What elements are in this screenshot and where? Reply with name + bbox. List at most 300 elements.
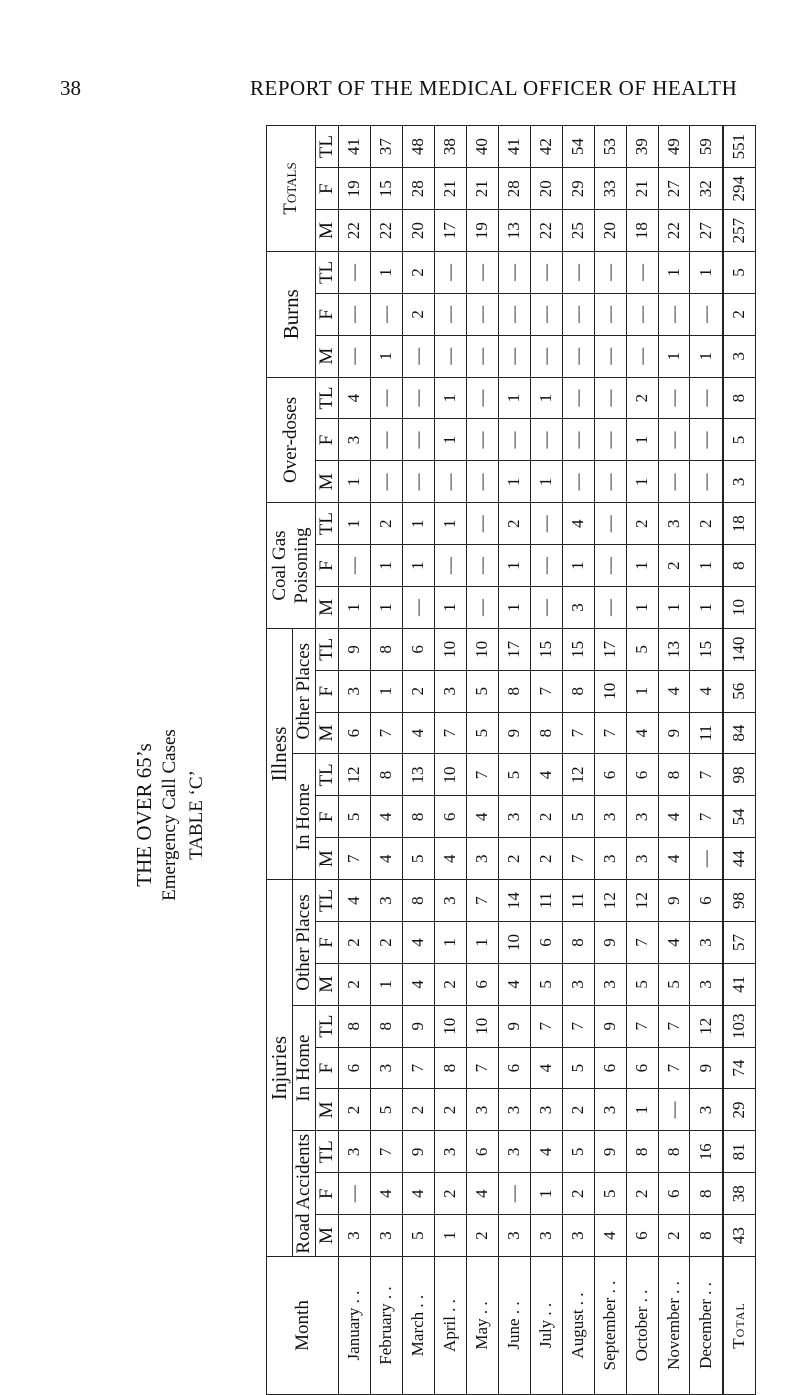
overdoses-header: Over-doses <box>267 377 316 503</box>
value-cell: 40 <box>466 126 498 168</box>
value-cell: 7 <box>626 922 658 964</box>
coal-gas-header: Coal Gas Poisoning <box>267 503 316 629</box>
value-cell: 3 <box>690 922 723 964</box>
value-cell: 3 <box>498 1215 530 1257</box>
rotated-table-region <box>130 110 760 1395</box>
value-cell: — <box>498 1173 530 1215</box>
table-title-block <box>130 110 270 1395</box>
total-cell: 3 <box>723 461 756 503</box>
month-cell: March . . <box>402 1257 434 1395</box>
total-cell: 294 <box>723 168 756 210</box>
value-cell: — <box>594 377 626 419</box>
value-cell: 20 <box>594 210 626 252</box>
value-cell: 3 <box>498 1089 530 1131</box>
table-row <box>402 126 434 1395</box>
value-cell: 12 <box>690 1005 723 1047</box>
value-cell: 9 <box>498 1005 530 1047</box>
value-cell: 21 <box>466 168 498 210</box>
value-cell: 1 <box>434 419 466 461</box>
total-cell: 551 <box>723 126 756 168</box>
value-cell: 2 <box>562 1089 594 1131</box>
value-cell: 5 <box>466 712 498 754</box>
subheader-tl: TL <box>316 377 339 419</box>
value-cell: 6 <box>626 1047 658 1089</box>
table-row <box>370 126 402 1395</box>
value-cell: 19 <box>339 168 371 210</box>
injuries-other-places-header: Other Places <box>293 880 316 1006</box>
value-cell: 22 <box>370 210 402 252</box>
value-cell: — <box>530 335 562 377</box>
value-cell: 11 <box>562 880 594 922</box>
value-cell: 1 <box>498 545 530 587</box>
value-cell: 1 <box>562 545 594 587</box>
illness-in-home-header: In Home <box>293 754 316 880</box>
value-cell: 2 <box>466 1215 498 1257</box>
subheader-m: M <box>316 587 339 629</box>
value-cell: 7 <box>370 712 402 754</box>
value-cell: 15 <box>562 628 594 670</box>
total-cell: 74 <box>723 1047 756 1089</box>
value-cell: 2 <box>402 1089 434 1131</box>
value-cell: — <box>370 419 402 461</box>
value-cell: 1 <box>370 545 402 587</box>
value-cell: 9 <box>594 922 626 964</box>
total-cell: 3 <box>723 335 756 377</box>
value-cell: 5 <box>562 796 594 838</box>
value-cell: 1 <box>626 545 658 587</box>
value-cell: 2 <box>339 963 371 1005</box>
value-cell: — <box>530 293 562 335</box>
total-cell: 57 <box>723 922 756 964</box>
value-cell: 48 <box>402 126 434 168</box>
value-cell: 29 <box>562 168 594 210</box>
value-cell: 7 <box>658 1005 690 1047</box>
value-cell: 2 <box>498 838 530 880</box>
value-cell: 8 <box>690 1173 723 1215</box>
total-cell: 43 <box>723 1215 756 1257</box>
value-cell: — <box>562 252 594 294</box>
value-cell: 4 <box>530 754 562 796</box>
subheader-f: F <box>316 168 339 210</box>
value-cell: 2 <box>562 1173 594 1215</box>
value-cell: 3 <box>339 1131 371 1173</box>
value-cell: 10 <box>466 1005 498 1047</box>
value-cell: 10 <box>466 628 498 670</box>
value-cell: — <box>530 503 562 545</box>
month-cell: September . . <box>594 1257 626 1395</box>
value-cell: 3 <box>594 838 626 880</box>
month-cell: January . . <box>339 1257 371 1395</box>
value-cell: 18 <box>626 210 658 252</box>
value-cell: — <box>658 377 690 419</box>
value-cell: 39 <box>626 126 658 168</box>
total-cell: 98 <box>723 754 756 796</box>
value-cell: 4 <box>339 880 371 922</box>
value-cell: 1 <box>370 252 402 294</box>
value-cell: 15 <box>690 628 723 670</box>
value-cell: 5 <box>530 963 562 1005</box>
value-cell: 1 <box>658 587 690 629</box>
value-cell: 2 <box>434 1173 466 1215</box>
value-cell: 3 <box>626 838 658 880</box>
value-cell: 14 <box>498 880 530 922</box>
month-cell: August . . <box>562 1257 594 1395</box>
value-cell: 4 <box>658 670 690 712</box>
table-row <box>562 126 594 1395</box>
value-cell: 1 <box>339 587 371 629</box>
value-cell: — <box>466 587 498 629</box>
subheader-f: F <box>316 1173 339 1215</box>
table-body <box>339 126 756 1395</box>
value-cell: — <box>434 252 466 294</box>
value-cell: 7 <box>594 712 626 754</box>
value-cell: 3 <box>562 1215 594 1257</box>
total-cell: 5 <box>723 419 756 461</box>
total-cell: 84 <box>723 712 756 754</box>
value-cell: — <box>594 419 626 461</box>
value-cell: 2 <box>434 963 466 1005</box>
value-cell: — <box>402 587 434 629</box>
value-cell: — <box>434 335 466 377</box>
total-cell: 2 <box>723 293 756 335</box>
value-cell: — <box>466 419 498 461</box>
table-row <box>690 126 723 1395</box>
value-cell: — <box>370 461 402 503</box>
table-row <box>658 126 690 1395</box>
table-row <box>594 126 626 1395</box>
value-cell: 3 <box>339 419 371 461</box>
value-cell: — <box>594 293 626 335</box>
value-cell: — <box>658 419 690 461</box>
total-cell: 29 <box>723 1089 756 1131</box>
value-cell: 8 <box>626 1131 658 1173</box>
value-cell: 9 <box>594 1005 626 1047</box>
value-cell: 1 <box>434 922 466 964</box>
value-cell: 4 <box>466 796 498 838</box>
value-cell: 4 <box>562 503 594 545</box>
value-cell: — <box>594 335 626 377</box>
value-cell: — <box>690 419 723 461</box>
total-cell: 103 <box>723 1005 756 1047</box>
value-cell: 22 <box>530 210 562 252</box>
value-cell: 1 <box>626 1089 658 1131</box>
value-cell: 6 <box>402 628 434 670</box>
value-cell: 5 <box>498 754 530 796</box>
value-cell: 1 <box>690 587 723 629</box>
total-cell: 18 <box>723 503 756 545</box>
value-cell: 6 <box>466 963 498 1005</box>
value-cell: 8 <box>562 922 594 964</box>
value-cell: 22 <box>339 210 371 252</box>
value-cell: 2 <box>626 503 658 545</box>
value-cell: — <box>498 419 530 461</box>
subheader-f: F <box>316 419 339 461</box>
value-cell: — <box>466 335 498 377</box>
value-cell: 8 <box>339 1005 371 1047</box>
subheader-tl: TL <box>316 1005 339 1047</box>
value-cell: — <box>466 503 498 545</box>
total-cell: 98 <box>723 880 756 922</box>
value-cell: 17 <box>434 210 466 252</box>
value-cell: 3 <box>594 796 626 838</box>
value-cell: 5 <box>370 1089 402 1131</box>
value-cell: 3 <box>690 963 723 1005</box>
value-cell: 11 <box>690 712 723 754</box>
value-cell: — <box>370 377 402 419</box>
total-cell: 38 <box>723 1173 756 1215</box>
value-cell: 7 <box>658 1047 690 1089</box>
subheader-m: M <box>316 1215 339 1257</box>
value-cell: 5 <box>626 963 658 1005</box>
value-cell: 2 <box>626 1173 658 1215</box>
table-row <box>498 126 530 1395</box>
value-cell: 7 <box>466 1047 498 1089</box>
road-accidents-header: Road Accidents <box>293 1131 316 1257</box>
value-cell: 54 <box>562 126 594 168</box>
total-row <box>723 126 756 1395</box>
value-cell: 10 <box>434 754 466 796</box>
total-cell: 257 <box>723 210 756 252</box>
value-cell: — <box>434 461 466 503</box>
total-cell: 56 <box>723 670 756 712</box>
injuries-header: Injuries <box>267 880 293 1257</box>
value-cell: 3 <box>434 1131 466 1173</box>
value-cell: 3 <box>562 963 594 1005</box>
value-cell: 4 <box>466 1173 498 1215</box>
value-cell: 17 <box>498 628 530 670</box>
month-cell: November . . <box>658 1257 690 1395</box>
value-cell: 16 <box>690 1131 723 1173</box>
value-cell: 6 <box>530 922 562 964</box>
value-cell: — <box>339 335 371 377</box>
value-cell: — <box>402 461 434 503</box>
table-label: TABLE ‘C’ <box>186 770 207 860</box>
value-cell: — <box>690 461 723 503</box>
value-cell: 12 <box>339 754 371 796</box>
value-cell: 1 <box>402 503 434 545</box>
value-cell: 8 <box>370 628 402 670</box>
value-cell: — <box>498 335 530 377</box>
value-cell: 7 <box>402 1047 434 1089</box>
value-cell: 1 <box>690 545 723 587</box>
value-cell: 1 <box>402 545 434 587</box>
value-cell: 2 <box>402 670 434 712</box>
value-cell: 7 <box>530 1005 562 1047</box>
value-cell: 38 <box>434 126 466 168</box>
table-title: THE OVER 65’s <box>132 743 156 887</box>
value-cell: 1 <box>370 587 402 629</box>
month-cell: October . . <box>626 1257 658 1395</box>
value-cell: 3 <box>690 1089 723 1131</box>
injuries-in-home-header: In Home <box>293 1005 316 1131</box>
value-cell: 9 <box>594 1131 626 1173</box>
value-cell: 1 <box>658 252 690 294</box>
value-cell: 4 <box>626 712 658 754</box>
value-cell: 27 <box>658 168 690 210</box>
value-cell: 2 <box>370 503 402 545</box>
value-cell: 3 <box>339 670 371 712</box>
value-cell: — <box>466 461 498 503</box>
value-cell: 8 <box>402 796 434 838</box>
page-header <box>0 0 800 110</box>
value-cell: 1 <box>498 461 530 503</box>
value-cell: 8 <box>530 712 562 754</box>
value-cell: 1 <box>530 377 562 419</box>
value-cell: — <box>339 545 371 587</box>
value-cell: 8 <box>370 754 402 796</box>
value-cell: 4 <box>402 1173 434 1215</box>
value-cell: 4 <box>339 377 371 419</box>
value-cell: 1 <box>370 670 402 712</box>
value-cell: — <box>466 377 498 419</box>
value-cell: 8 <box>370 1005 402 1047</box>
total-cell: 8 <box>723 545 756 587</box>
value-cell: 5 <box>402 838 434 880</box>
value-cell: — <box>339 1173 371 1215</box>
value-cell: 1 <box>626 670 658 712</box>
value-cell: — <box>498 252 530 294</box>
total-cell: 44 <box>723 838 756 880</box>
value-cell: 4 <box>402 712 434 754</box>
value-cell: 2 <box>402 293 434 335</box>
value-cell: 7 <box>530 670 562 712</box>
value-cell: 9 <box>339 628 371 670</box>
value-cell: — <box>339 293 371 335</box>
value-cell: 2 <box>626 377 658 419</box>
value-cell: 25 <box>562 210 594 252</box>
value-cell: 3 <box>530 1215 562 1257</box>
subheader-f: F <box>316 922 339 964</box>
value-cell: 7 <box>626 1005 658 1047</box>
value-cell: 8 <box>562 670 594 712</box>
value-cell: 21 <box>626 168 658 210</box>
value-cell: — <box>530 545 562 587</box>
value-cell: 1 <box>690 335 723 377</box>
value-cell: 3 <box>498 1131 530 1173</box>
value-cell: 10 <box>498 922 530 964</box>
value-cell: — <box>658 1089 690 1131</box>
value-cell: — <box>402 377 434 419</box>
value-cell: 3 <box>434 670 466 712</box>
value-cell: — <box>594 503 626 545</box>
value-cell: 13 <box>402 754 434 796</box>
value-cell: 12 <box>562 754 594 796</box>
value-cell: 6 <box>626 1215 658 1257</box>
value-cell: 15 <box>530 628 562 670</box>
subheader-m: M <box>316 210 339 252</box>
value-cell: 6 <box>434 796 466 838</box>
value-cell: — <box>594 461 626 503</box>
value-cell: 2 <box>658 545 690 587</box>
value-cell: 3 <box>370 1047 402 1089</box>
value-cell: 4 <box>370 1173 402 1215</box>
totals-header: Totals <box>267 126 316 252</box>
value-cell: 8 <box>434 1047 466 1089</box>
value-cell: 1 <box>626 587 658 629</box>
value-cell: 12 <box>594 880 626 922</box>
value-cell: 7 <box>466 880 498 922</box>
table-row <box>530 126 562 1395</box>
table-row <box>339 126 371 1395</box>
subheader-f: F <box>316 670 339 712</box>
value-cell: 13 <box>658 628 690 670</box>
value-cell: 1 <box>690 252 723 294</box>
value-cell: 20 <box>402 210 434 252</box>
value-cell: — <box>658 293 690 335</box>
month-cell: June . . <box>498 1257 530 1395</box>
total-cell: 8 <box>723 377 756 419</box>
value-cell: — <box>626 335 658 377</box>
value-cell: 28 <box>402 168 434 210</box>
value-cell: 1 <box>498 377 530 419</box>
value-cell: 9 <box>498 712 530 754</box>
value-cell: — <box>530 252 562 294</box>
emergency-calls-table <box>266 125 756 1395</box>
value-cell: 1 <box>530 1173 562 1215</box>
value-cell: 4 <box>530 1131 562 1173</box>
value-cell: 1 <box>466 922 498 964</box>
value-cell: 8 <box>658 1131 690 1173</box>
value-cell: 42 <box>530 126 562 168</box>
table-row <box>434 126 466 1395</box>
value-cell: — <box>562 377 594 419</box>
subheader-tl: TL <box>316 1131 339 1173</box>
burns-header: Burns <box>267 252 316 378</box>
value-cell: — <box>594 587 626 629</box>
value-cell: 7 <box>690 754 723 796</box>
value-cell: 17 <box>594 628 626 670</box>
value-cell: 6 <box>339 1047 371 1089</box>
value-cell: 3 <box>339 1215 371 1257</box>
value-cell: 3 <box>434 880 466 922</box>
value-cell: — <box>370 293 402 335</box>
value-cell: — <box>690 838 723 880</box>
value-cell: 11 <box>530 880 562 922</box>
value-cell: 5 <box>594 1173 626 1215</box>
value-cell: 4 <box>690 670 723 712</box>
value-cell: 2 <box>658 1215 690 1257</box>
value-cell: 9 <box>402 1005 434 1047</box>
value-cell: — <box>402 419 434 461</box>
value-cell: 9 <box>402 1131 434 1173</box>
value-cell: — <box>562 461 594 503</box>
value-cell: — <box>594 252 626 294</box>
value-cell: 8 <box>690 1215 723 1257</box>
value-cell: 10 <box>434 628 466 670</box>
total-cell: 54 <box>723 796 756 838</box>
total-cell: 5 <box>723 252 756 294</box>
value-cell: 1 <box>370 963 402 1005</box>
illness-header: Illness <box>267 628 293 879</box>
value-cell: 15 <box>370 168 402 210</box>
subheader-tl: TL <box>316 126 339 168</box>
total-cell: 140 <box>723 628 756 670</box>
total-cell: 41 <box>723 963 756 1005</box>
value-cell: 12 <box>626 880 658 922</box>
value-cell: 3 <box>498 796 530 838</box>
value-cell: — <box>626 252 658 294</box>
value-cell: 2 <box>530 796 562 838</box>
value-cell: 3 <box>466 1089 498 1131</box>
subheader-tl: TL <box>316 503 339 545</box>
value-cell: — <box>562 293 594 335</box>
value-cell: 8 <box>498 670 530 712</box>
value-cell: 3 <box>370 880 402 922</box>
value-cell: 5 <box>466 670 498 712</box>
value-cell: — <box>690 377 723 419</box>
value-cell: 3 <box>466 838 498 880</box>
subheader-m: M <box>316 838 339 880</box>
